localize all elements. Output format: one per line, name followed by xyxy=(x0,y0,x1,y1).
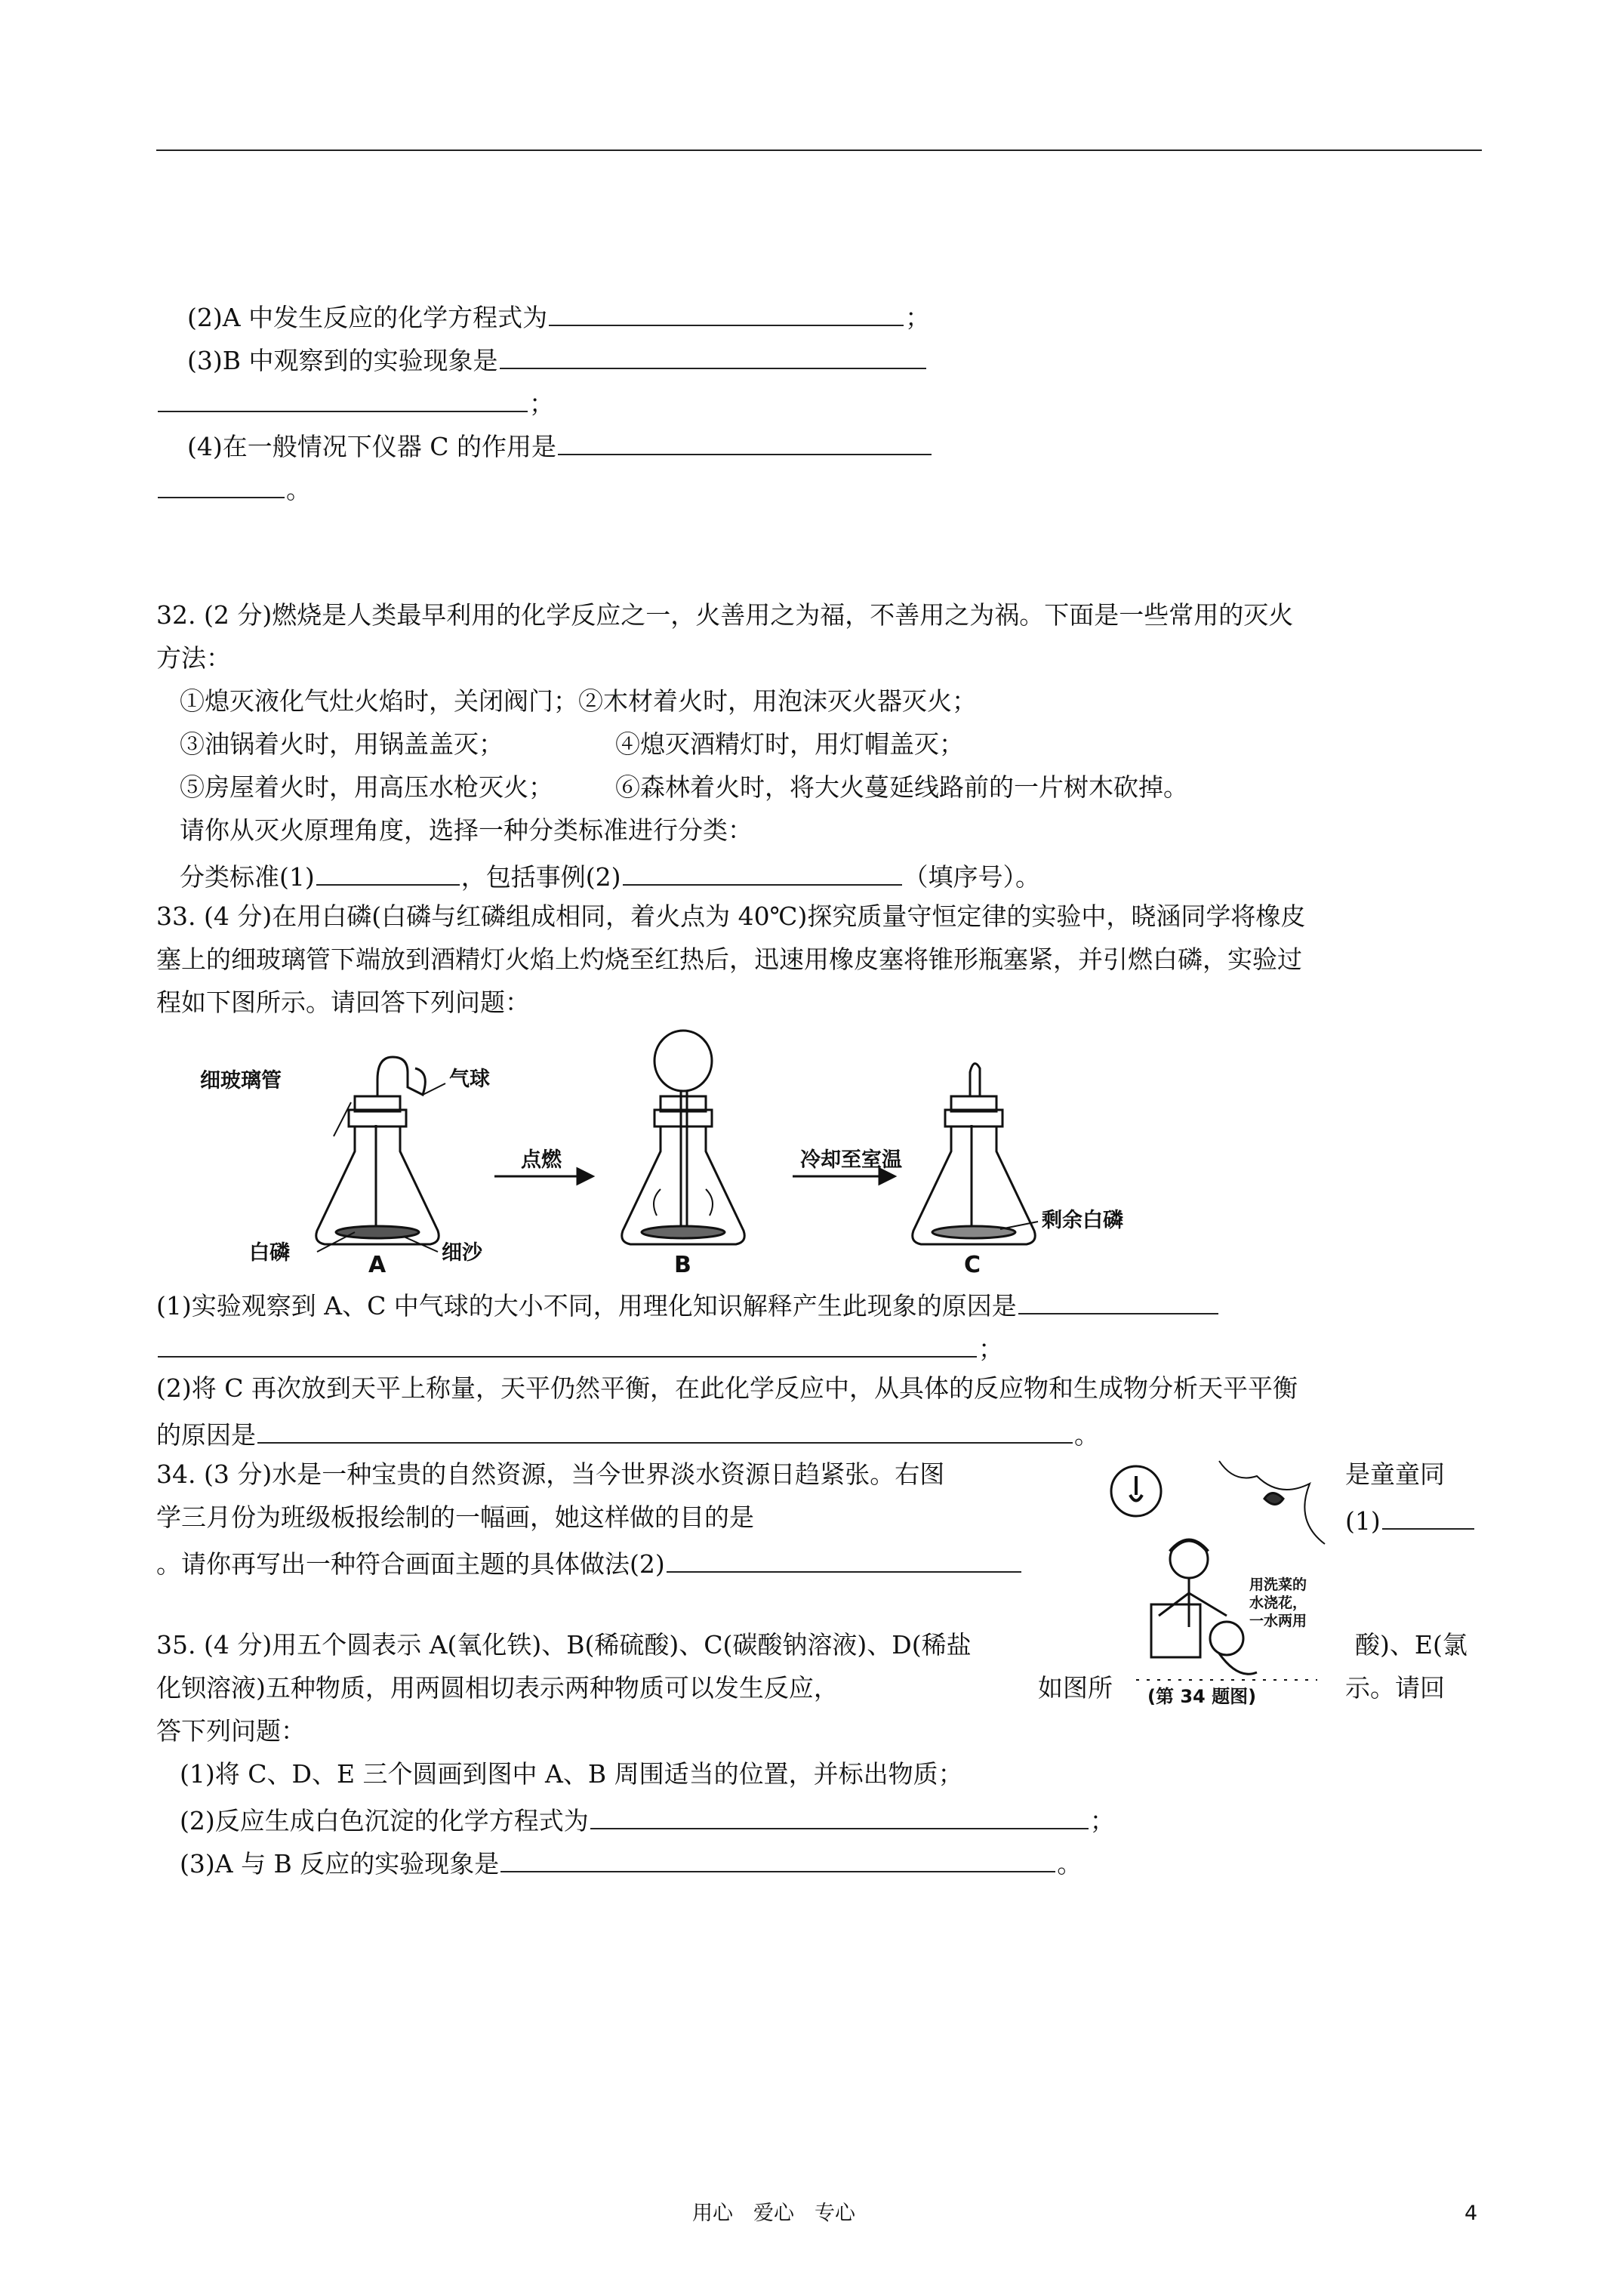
q35-line1-left: 35. (4 分)用五个圆表示 A(氧化铁)、B(稀硫酸)、C(碳酸钠溶液)、D(稀盐 xyxy=(156,1630,972,1660)
q32-line2: 方法： xyxy=(156,643,231,673)
q32-methods-1-2: ①熄灭液化气灶火焰时，关闭阀门；②木材着火时，用泡沫灭火器灭火； xyxy=(180,686,977,716)
q32-method-6: ⑥森林着火时，将大火蔓延线路前的一片树木砍掉。 xyxy=(615,772,1188,802)
answer-blank[interactable] xyxy=(590,1802,1089,1829)
q34-line2-left: 学三月份为班级板报绘制的一幅画，她这样做的目的是 xyxy=(156,1502,754,1532)
footer-motto: 用心 爱心 专心 xyxy=(692,2202,855,2225)
q32-instruction: 请你从灭火原理角度，选择一种分类标准进行分类： xyxy=(180,815,753,845)
label-cool: 冷却至室温 xyxy=(800,1148,902,1172)
answer-blank[interactable] xyxy=(1018,1287,1218,1314)
answer-blank[interactable] xyxy=(500,1845,1055,1872)
q33-part2: (2)将 C 再次放到天平上称量，天平仍然平衡，在此化学反应中，从具体的反应物和生成物分析天平平衡 xyxy=(156,1373,1298,1403)
q35-part1: (1)将 C、D、E 三个圆画到图中 A、B 周围适当的位置，并标出物质； xyxy=(180,1759,963,1789)
poster-caption-text: 用洗菜的水浇花，一水两用 xyxy=(1249,1576,1307,1629)
label-ignite: 点燃 xyxy=(521,1148,562,1172)
q34-line1-right: 是童童同 xyxy=(1345,1459,1445,1489)
label-glass-tube: 细玻璃管 xyxy=(200,1069,282,1093)
q32-method-4: ④熄灭酒精灯时，用灯帽盖灭； xyxy=(615,729,964,759)
page-number: 4 xyxy=(1464,2202,1478,2225)
q33-part1-cont: ； xyxy=(156,1330,1003,1364)
q34-poster-figure xyxy=(1106,1453,1340,1710)
q33-figure xyxy=(189,1027,1132,1276)
answer-blank[interactable] xyxy=(667,1546,1021,1573)
header-rule xyxy=(156,149,1482,151)
label-flask-b: B xyxy=(674,1252,691,1276)
answer-blank[interactable] xyxy=(1382,1502,1474,1530)
q35-line2-right: 示。请回 xyxy=(1345,1673,1445,1703)
answer-blank[interactable] xyxy=(257,1416,1073,1444)
flask-a xyxy=(316,1057,445,1252)
q32-method-5: ⑤房屋着火时，用高压水枪灭火； xyxy=(180,772,553,802)
flask-b xyxy=(622,1031,745,1244)
q35-part2: (2)反应生成白色沉淀的化学方程式为 ； xyxy=(180,1802,1115,1836)
flask-c xyxy=(913,1064,1038,1244)
answer-blank[interactable] xyxy=(158,1330,977,1358)
q31-part3-cont: ； xyxy=(156,385,554,419)
answer-blank[interactable] xyxy=(549,299,904,326)
q33-part2-cont: 的原因是 。 xyxy=(156,1416,1099,1450)
q32-method-3: ③油锅着火时，用锅盖盖灭； xyxy=(180,729,504,759)
q35-line2-mid: 如图所 xyxy=(1038,1673,1113,1703)
label-sand: 细沙 xyxy=(442,1241,482,1265)
q33-part1: (1)实验观察到 A、C 中气球的大小不同，用理化知识解释产生此现象的原因是 xyxy=(156,1287,1220,1321)
answer-blank[interactable] xyxy=(158,471,285,498)
q31-part3: (3)B 中观察到的实验现象是 xyxy=(187,342,928,376)
figure-caption: (第 34 题图) xyxy=(1147,1686,1257,1707)
answer-blank[interactable] xyxy=(158,385,528,412)
q32-line1: 32. (2 分)燃烧是人类最早利用的化学反应之一，火善用之为福，不善用之为祸。下面是一些常用的灭火 xyxy=(156,600,1294,630)
q34-line3: 。请你再写出一种符合画面主题的具体做法(2) xyxy=(156,1546,1023,1579)
answer-blank[interactable] xyxy=(500,342,926,369)
q35-line2-left: 化钡溶液)五种物质，用两圆相切表示两种物质可以发生反应， xyxy=(156,1673,839,1703)
q31-part4: (4)在一般情况下仪器 C 的作用是 xyxy=(187,428,933,462)
q33-line1: 33. (4 分)在用白磷(白磷与红磷组成相同，着火点为 40℃)探究质量守恒定律的实验中，晓涵同学将橡皮 xyxy=(156,901,1306,931)
label-white-phosphorus: 白磷 xyxy=(249,1241,290,1265)
label-flask-c: C xyxy=(964,1252,981,1276)
q34-line2-right: (1) xyxy=(1345,1502,1476,1536)
q35-part3: (3)A 与 B 反应的实验现象是 。 xyxy=(180,1845,1082,1879)
q33-line2: 塞上的细玻璃管下端放到酒精灯火焰上灼烧至红热后，迅速用橡皮塞将锥形瓶塞紧，并引燃白磷，实验过 xyxy=(156,945,1302,974)
q35-line3: 答下列问题： xyxy=(156,1716,306,1746)
q35-line1-right: 酸)、E(氯 xyxy=(1355,1630,1467,1660)
answer-blank[interactable] xyxy=(623,858,902,886)
q34-line1-left: 34. (3 分)水是一种宝贵的自然资源，当今世界淡水资源日趋紧张。右图 xyxy=(156,1459,945,1489)
answer-blank[interactable] xyxy=(316,858,460,886)
q32-classification: 分类标准(1) ，包括事例(2) （填序号）。 xyxy=(180,858,1040,892)
label-flask-a: A xyxy=(368,1252,387,1276)
label-balloon: 气球 xyxy=(449,1068,490,1091)
answer-blank[interactable] xyxy=(558,428,932,455)
q33-line3: 程如下图所示。请回答下列问题： xyxy=(156,988,530,1017)
q31-part4-cont: 。 xyxy=(156,471,311,505)
label-remaining-phosphorus: 剩余白磷 xyxy=(1042,1209,1123,1232)
q31-part2: (2)A 中发生反应的化学方程式为 ； xyxy=(187,299,930,333)
